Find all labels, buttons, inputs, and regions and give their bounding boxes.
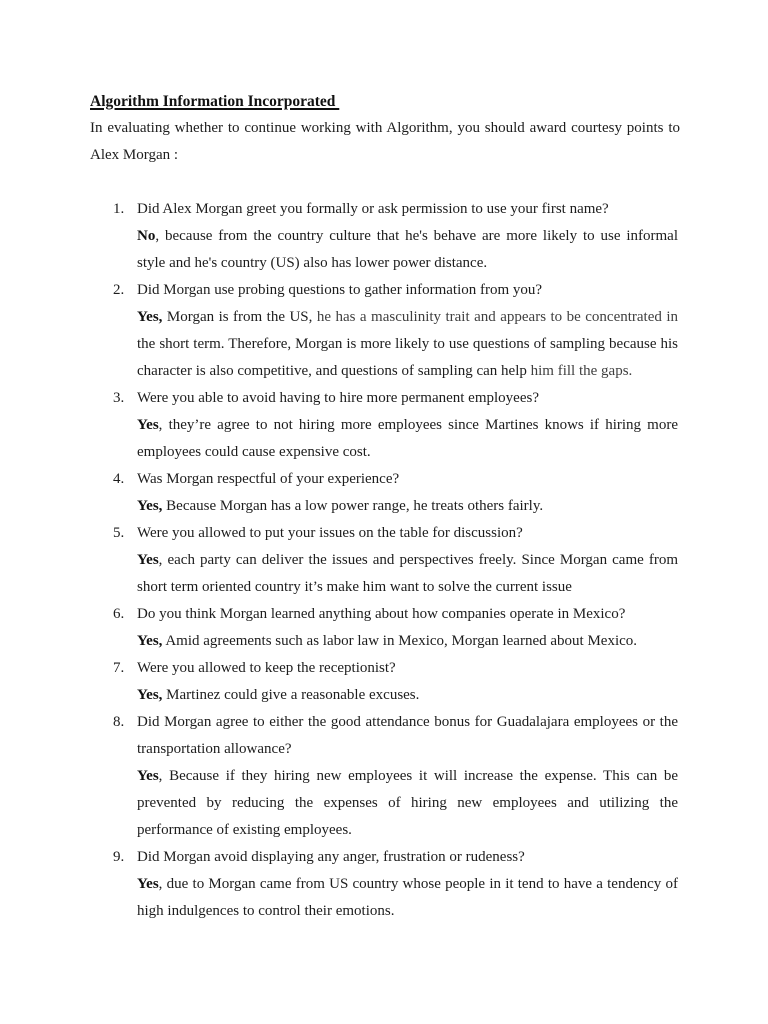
- qa-item-number: 1.: [113, 201, 125, 217]
- qa-answer-text-continued: the short term. Therefore, Morgan is more likely to use questions of sampling because his character is also competitive, and questions of sampling can help: [137, 336, 678, 379]
- qa-answer-verdict: Yes,: [137, 498, 163, 514]
- qa-answer-verdict: No: [137, 228, 156, 244]
- qa-item: [90, 520, 680, 601]
- qa-answer-verdict: Yes: [137, 876, 159, 892]
- qa-question: Were you able to avoid having to hire more permanent employees?: [137, 390, 539, 406]
- qa-answer: [137, 763, 678, 844]
- qa-item-body: [137, 844, 678, 925]
- qa-answer-text-pasted-2: him fill the gaps.: [526, 363, 633, 379]
- qa-question: Did Morgan agree to either the good attendance bonus for Guadalajara employees or the transportation allowance?: [137, 714, 678, 757]
- qa-answer-text: , each party can deliver the issues and perspectives freely. Since Morgan came from short term oriented country it’s make him want to solve the current issue: [137, 552, 678, 595]
- qa-question: Was Morgan respectful of your experience?: [137, 471, 400, 487]
- qa-question: Were you allowed to keep the receptionist?: [137, 660, 396, 676]
- qa-answer: [137, 682, 678, 709]
- qa-answer: [137, 871, 678, 925]
- qa-item-number: 5.: [113, 525, 125, 541]
- qa-item-number: 7.: [113, 660, 125, 676]
- qa-question: Did Morgan use probing questions to gather information from you?: [137, 282, 543, 298]
- qa-item-body: [137, 196, 678, 277]
- qa-answer-text: Because Morgan has a low power range, he treats others fairly.: [162, 498, 544, 514]
- qa-answer-text: Martinez could give a reasonable excuses.: [162, 687, 420, 703]
- qa-answer: [137, 628, 678, 655]
- qa-question: Did Alex Morgan greet you formally or ask permission to use your first name?: [137, 201, 609, 217]
- qa-answer-text: , due to Morgan came from US country whose people in it tend to have a tendency of high indulgences to control their emotions.: [137, 876, 678, 919]
- qa-item: [90, 655, 680, 709]
- intro-paragraph: In evaluating whether to continue working with Algorithm, you should award courtesy points to Alex Morgan :: [90, 120, 680, 163]
- qa-answer-text: , because from the country culture that he's behave are more likely to use informal style and he's country (US) also has lower power distance.: [137, 228, 678, 271]
- qa-list: [90, 196, 680, 925]
- qa-answer-text-pasted: he has a masculinity trait and appears to be concentrated in: [312, 309, 678, 325]
- qa-answer: [137, 304, 678, 385]
- qa-item-number: 8.: [113, 714, 125, 730]
- qa-answer-text: Morgan is from the US,: [162, 309, 313, 325]
- document-title: Algorithm Information Incorporated: [90, 93, 340, 110]
- qa-answer-verdict: Yes,: [137, 687, 163, 703]
- qa-answer-text: , they’re agree to not hiring more employees since Martines knows if hiring more employees could cause expensive cost.: [137, 417, 678, 460]
- qa-item: [90, 844, 680, 925]
- qa-answer: [137, 547, 678, 601]
- qa-item-body: [137, 385, 678, 466]
- qa-answer: [137, 223, 678, 277]
- qa-item-number: 6.: [113, 606, 125, 622]
- qa-question: Did Morgan avoid displaying any anger, frustration or rudeness?: [137, 849, 525, 865]
- qa-item-number: 9.: [113, 849, 125, 865]
- qa-answer: [137, 493, 678, 520]
- qa-item-number: 2.: [113, 282, 125, 298]
- qa-item-number: 3.: [113, 390, 125, 406]
- qa-item: [90, 601, 680, 655]
- qa-answer-verdict: Yes,: [137, 633, 163, 649]
- qa-answer-verdict: Yes: [137, 552, 159, 568]
- qa-item-body: [137, 520, 678, 601]
- qa-question: Do you think Morgan learned anything about how companies operate in Mexico?: [137, 606, 626, 622]
- qa-item-number: 4.: [113, 471, 125, 487]
- qa-item-body: [137, 601, 678, 655]
- qa-item-body: [137, 709, 678, 844]
- qa-answer-verdict: Yes,: [137, 309, 163, 325]
- qa-item-body: [137, 466, 678, 520]
- qa-answer-text: Amid agreements such as labor law in Mexico, Morgan learned about Mexico.: [162, 633, 638, 649]
- qa-item: [90, 709, 680, 844]
- qa-answer-verdict: Yes: [137, 417, 159, 433]
- qa-item: [90, 277, 680, 385]
- document-content: [90, 88, 680, 925]
- qa-item-body: [137, 655, 678, 709]
- qa-answer: [137, 412, 678, 466]
- qa-item-body: [137, 277, 678, 385]
- qa-item: [90, 466, 680, 520]
- qa-item: [90, 196, 680, 277]
- qa-item: [90, 385, 680, 466]
- qa-question: Were you allowed to put your issues on the table for discussion?: [137, 525, 523, 541]
- qa-answer-verdict: Yes: [137, 768, 159, 784]
- qa-answer-text: , Because if they hiring new employees it will increase the expense. This can be prevented by reducing the expenses of hiring new employees and utilizing the performance of existing employees.: [137, 768, 678, 838]
